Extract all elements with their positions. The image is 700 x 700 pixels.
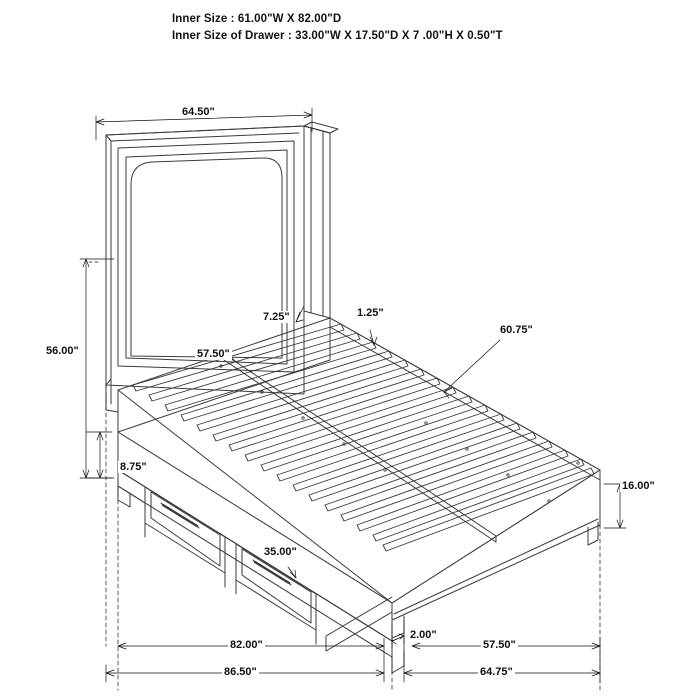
dim-drawer-width: 35.00" xyxy=(264,546,297,558)
inner-size-note: Inner Size : 61.00"W X 82.00"D xyxy=(172,13,342,25)
dim-deck-width: 57.50" xyxy=(197,348,230,360)
dim-overall-front: 57.50" xyxy=(483,639,516,651)
dim-deck-length: 60.75" xyxy=(500,324,533,336)
dim-panel-inset: 7.25" xyxy=(263,311,290,323)
dim-overall-side-outer: 86.50" xyxy=(224,666,257,678)
inner-drawer-size-note: Inner Size of Drawer : 33.00"W X 17.50"D X 7 .00"H X 0.50"T xyxy=(172,30,503,42)
dim-headboard-width: 64.50" xyxy=(182,106,215,118)
dim-foot-offset: 2.00" xyxy=(410,629,437,641)
dim-overall-front-outer: 64.75" xyxy=(480,666,513,678)
dim-headboard-height: 56.00" xyxy=(46,345,79,357)
dim-overall-side: 82.00" xyxy=(230,639,263,651)
dim-footboard-height: 16.00" xyxy=(622,480,655,492)
dim-rail-height: 8.75" xyxy=(120,461,147,473)
dim-slat-width: 1.25" xyxy=(357,307,384,319)
